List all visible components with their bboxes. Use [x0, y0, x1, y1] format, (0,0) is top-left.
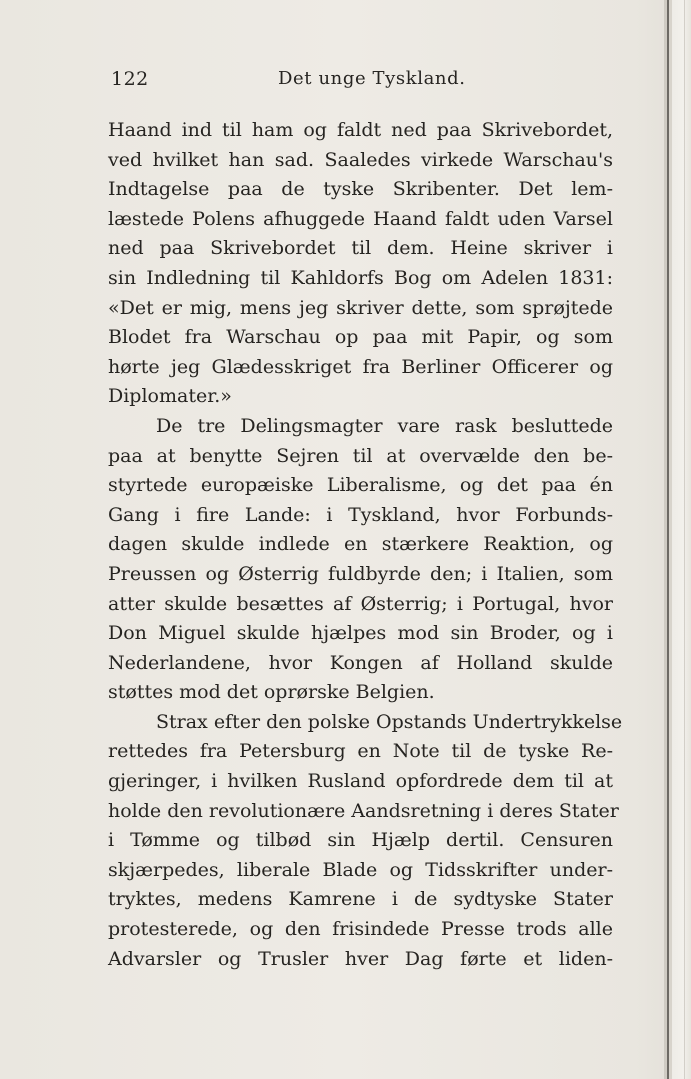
text-line: tryktes, medens Kamrene i de sydtyske Stater	[108, 888, 613, 911]
text-line: Blodet fra Warschau op paa mit Papir, og som	[108, 326, 613, 349]
text-line: læstede Polens afhuggede Haand faldt uden Varsel	[108, 207, 613, 230]
text-line: hørte jeg Glædesskriget fra Berliner Officerer og	[108, 355, 613, 378]
page-edge	[672, 0, 691, 1079]
page-header	[108, 68, 613, 98]
text-line: De tre Delingsmagter vare rask besluttede	[156, 414, 613, 437]
text-line: ned paa Skrivebordet til dem. Heine skriver i	[108, 237, 613, 260]
text-line: paa at benytte Sejren til at overvælde den be-	[108, 444, 613, 467]
text-line: gjeringer, i hvilken Rusland opfordrede dem til at	[108, 770, 613, 793]
text-line: Nederlandene, hvor Kongen af Holland skulde	[108, 651, 613, 674]
text-line: holde den revolutionære Aandsretning i deres Stater	[108, 799, 619, 822]
text-line: Don Miguel skulde hjælpes mod sin Broder, og i	[108, 622, 613, 645]
text-line: Haand ind til ham og faldt ned paa Skrivebordet,	[108, 119, 613, 141]
text-line: støttes mod det oprørske Belgien.	[108, 681, 435, 704]
text-line: i Tømme og tilbød sin Hjælp dertil. Censuren	[108, 829, 613, 852]
text-line: Advarsler og Trusler hver Dag førte et liden-	[108, 947, 613, 970]
text-line: rettedes fra Petersburg en Note til de tyske Re-	[108, 740, 613, 763]
page-edge	[684, 0, 685, 1079]
running-head: Det unge Tyskland.	[278, 68, 466, 89]
text-line: sin Indledning til Kahldorfs Bog om Adelen 1831:	[108, 266, 613, 289]
text-line: atter skulde besættes af Østerrig; i Portugal, hvor	[108, 592, 613, 615]
page-number: 122	[111, 68, 149, 90]
text-line: skjærpedes, liberale Blade og Tidsskrifter under-	[108, 858, 613, 881]
text-line: protesterede, og den frisindede Presse trods alle	[108, 918, 613, 941]
text-line: Diplomater.»	[108, 385, 232, 408]
text-line: «Det er mig, mens jeg skriver dette, som sprøjtede	[108, 296, 613, 319]
text-line: Strax efter den polske Opstands Undertrykkelse	[156, 710, 623, 733]
body-text	[108, 116, 623, 974]
text-line: Preussen og Østerrig fuldbyrde den; i Italien, som	[108, 562, 613, 585]
text-line: styrtede europæiske Liberalisme, og det paa én	[108, 474, 613, 497]
text-line: ved hvilket han sad. Saaledes virkede Warschau's	[108, 148, 613, 171]
text-line: Gang i fire Lande: i Tyskland, hvor Forbunds-	[108, 503, 613, 526]
text-line: Indtagelse paa de tyske Skribenter. Det lem-	[108, 178, 613, 201]
text-line: dagen skulde indlede en stærkere Reaktion, og	[108, 533, 613, 556]
